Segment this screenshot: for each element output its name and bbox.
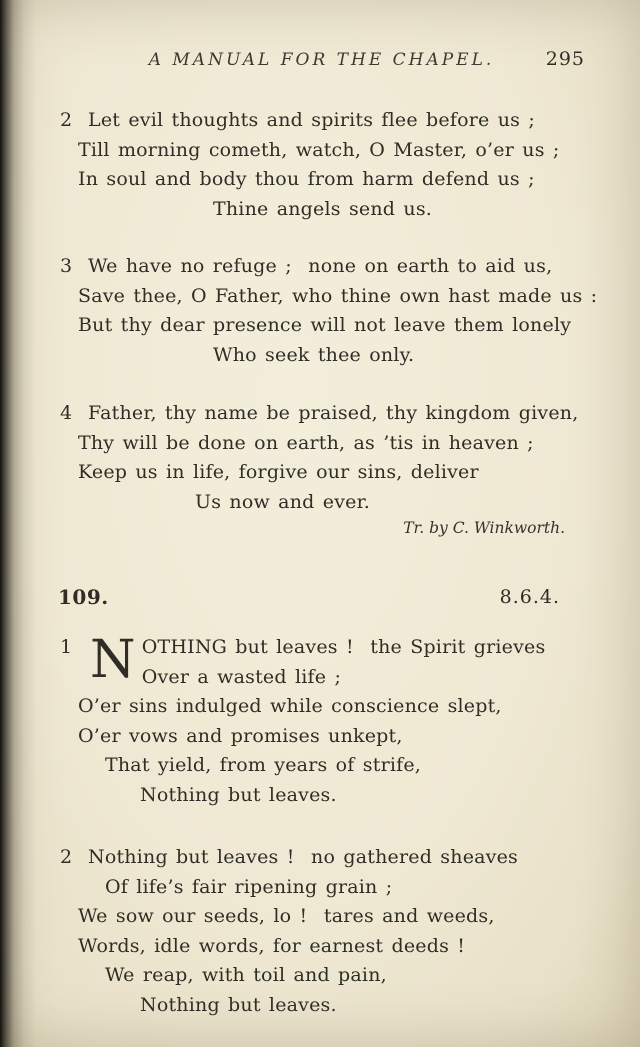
verse-line: Save thee, O Father, who thine own hast made us : <box>78 284 598 307</box>
verse <box>58 843 585 1020</box>
verse-line: Us now and ever. <box>195 490 371 513</box>
verse-line: In soul and body thou from harm defend us ; <box>78 168 535 190</box>
drop-cap: N <box>90 630 136 690</box>
verse-line: Nothing but leaves. <box>140 993 337 1016</box>
verse-line: Words, idle words, for earnest deeds ! <box>78 934 466 957</box>
verse-line: OTHING but leaves ! the Spirit grieves <box>141 636 546 658</box>
verse-line: O’er vows and promises unkept, <box>78 724 403 747</box>
verse-line: Let evil thoughts and spirits flee before us ; <box>88 109 535 131</box>
verse-line: Over a wasted life ; <box>141 665 342 688</box>
verse-line: Keep us in life, forgive our sins, deliver <box>78 461 479 483</box>
hymn-meter: 8.6.4. <box>499 586 560 608</box>
verse-number: 3 <box>60 255 73 277</box>
verse-line: Who seek thee only. <box>213 343 415 366</box>
verse-line: Nothing but leaves. <box>140 783 337 806</box>
verse-line: Till morning cometh, watch, O Master, o’er us ; <box>78 138 560 161</box>
verse-number: 1 <box>60 636 73 658</box>
verse-number: 2 <box>60 846 73 868</box>
verse <box>58 252 598 370</box>
verse-number: 4 <box>60 402 73 424</box>
page-title: A MANUAL FOR THE CHAPEL. <box>148 50 495 70</box>
verse-line: Father, thy name be praised, thy kingdom given, <box>88 402 579 424</box>
verse <box>58 630 585 810</box>
verse-line: We reap, with toil and pain, <box>105 964 387 986</box>
translator-attribution: Tr. by C. Winkworth. <box>403 519 565 537</box>
verse-line: We have no refuge ; none on earth to aid us, <box>88 255 553 277</box>
verse-line: But thy dear presence will not leave them lonely <box>78 314 572 336</box>
hymn-header <box>58 585 585 611</box>
verse-line: Of life’s fair ripening grain ; <box>105 875 393 898</box>
verse-line: Thy will be done on earth, as ’tis in heaven ; <box>78 431 534 454</box>
verse-number: 2 <box>60 109 73 131</box>
page-number: 295 <box>545 48 585 70</box>
verse-line: We sow our seeds, lo ! tares and weeds, <box>78 905 495 927</box>
verse-line: That yield, from years of strife, <box>105 754 422 776</box>
hymn-number: 109. <box>58 585 109 609</box>
running-head <box>58 50 585 74</box>
verse-line: O’er sins indulged while conscience slept, <box>78 695 502 717</box>
verse-line: Nothing but leaves ! no gathered sheaves <box>88 846 518 868</box>
verse-line: Thine angels send us. <box>213 197 433 220</box>
verse <box>58 399 585 517</box>
verse <box>58 106 585 224</box>
